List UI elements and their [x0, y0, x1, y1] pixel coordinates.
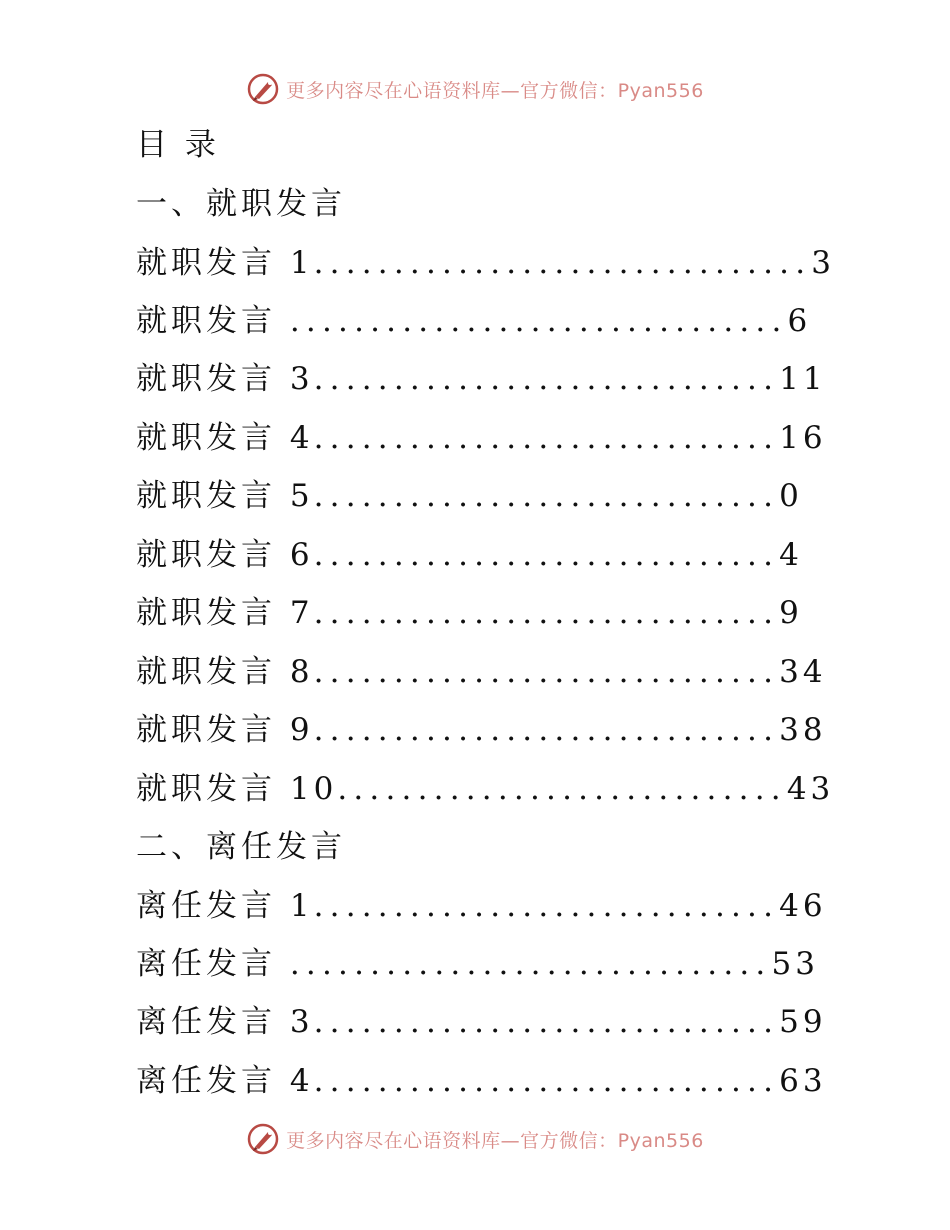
entry-label: 就职发言 [136, 478, 276, 514]
entry-label: 就职发言 [136, 712, 276, 748]
entry-page: 46 [779, 888, 827, 924]
entry-leader-dots: ............................. [313, 1004, 780, 1040]
entry-number: 1 [289, 245, 314, 281]
watermark-text: 更多内容尽在心语资料库—官方微信：Pyan556 [286, 79, 704, 102]
toc-entry[interactable] [136, 301, 811, 341]
entry-page: 63 [779, 1063, 827, 1099]
toc-entry[interactable] [136, 652, 827, 692]
header-watermark [0, 72, 950, 106]
entry-number: 3 [289, 1004, 314, 1040]
entry-label: 离任发言 [136, 888, 276, 924]
toc-entry[interactable] [136, 535, 803, 575]
entry-page: 53 [771, 946, 819, 982]
pen-logo-icon [246, 72, 280, 106]
toc-entry[interactable] [136, 1002, 827, 1042]
toc-entry[interactable] [136, 710, 827, 750]
entry-leader-dots: ............................. [313, 595, 780, 631]
entry-label: 就职发言 [136, 420, 276, 456]
entry-page: 16 [779, 420, 827, 456]
toc-entry[interactable] [136, 243, 835, 283]
section-title: 一、就职发言 [136, 186, 346, 222]
entry-number: 6 [289, 537, 314, 573]
entry-number: 1 [289, 888, 314, 924]
watermark-text: 更多内容尽在心语资料库—官方微信：Pyan556 [286, 1129, 704, 1152]
entry-leader-dots: ............................. [313, 537, 780, 573]
toc-entry[interactable] [136, 593, 803, 633]
entry-label: 就职发言 [136, 595, 276, 631]
entry-label: 就职发言 [136, 771, 276, 807]
entry-leader-dots: ............................. [313, 361, 780, 397]
entry-number: 8 [289, 654, 314, 690]
toc-entry[interactable] [136, 944, 819, 984]
entry-page: 9 [779, 595, 803, 631]
entry-leader-dots: ............................. [313, 654, 780, 690]
entry-number: 4 [289, 1063, 314, 1099]
pen-logo-icon [246, 1122, 280, 1156]
entry-page: 38 [779, 712, 827, 748]
entry-page: 6 [787, 303, 812, 339]
toc-entry[interactable] [136, 886, 827, 926]
entry-leader-dots: ............................... [313, 245, 812, 281]
entry-leader-dots: ............................. [313, 420, 780, 456]
footer-watermark [0, 1122, 950, 1156]
toc-entry[interactable] [136, 476, 803, 516]
entry-leader-dots: ............................. [313, 888, 780, 924]
entry-label: 离任发言 [136, 946, 276, 982]
entry-leader-dots: ............................... [289, 303, 788, 339]
entry-label: 就职发言 [136, 537, 276, 573]
entry-leader-dots: ............................ [337, 771, 787, 807]
entry-number: 9 [289, 712, 314, 748]
entry-number: 7 [289, 595, 314, 631]
entry-page: 3 [811, 245, 836, 281]
section-title: 二、离任发言 [136, 829, 346, 865]
entry-label: 就职发言 [136, 303, 276, 339]
entry-number: 4 [289, 420, 314, 456]
entry-label: 就职发言 [136, 245, 276, 281]
entry-page: 0 [779, 478, 803, 514]
entry-leader-dots: ............................. [313, 1063, 780, 1099]
entry-page: 34 [779, 654, 827, 690]
entry-page: 59 [779, 1004, 827, 1040]
entry-page: 4 [779, 537, 803, 573]
entry-label: 离任发言 [136, 1063, 276, 1099]
entry-label: 就职发言 [136, 361, 276, 397]
toc-entry[interactable] [136, 769, 834, 809]
entry-page: 43 [786, 771, 835, 807]
toc-heading: 目 录 [136, 127, 220, 163]
toc-entry[interactable] [136, 359, 827, 399]
entry-page: 11 [779, 361, 827, 397]
entry-leader-dots: ............................. [313, 712, 780, 748]
entry-number: 3 [289, 361, 314, 397]
entry-number: 10 [289, 771, 338, 807]
entry-number: 5 [289, 478, 314, 514]
entry-leader-dots: .............................. [289, 946, 772, 982]
entry-leader-dots: ............................. [313, 478, 780, 514]
entry-label: 离任发言 [136, 1004, 276, 1040]
entry-label: 就职发言 [136, 654, 276, 690]
toc-entry[interactable] [136, 418, 827, 458]
toc-entry[interactable] [136, 1061, 827, 1101]
